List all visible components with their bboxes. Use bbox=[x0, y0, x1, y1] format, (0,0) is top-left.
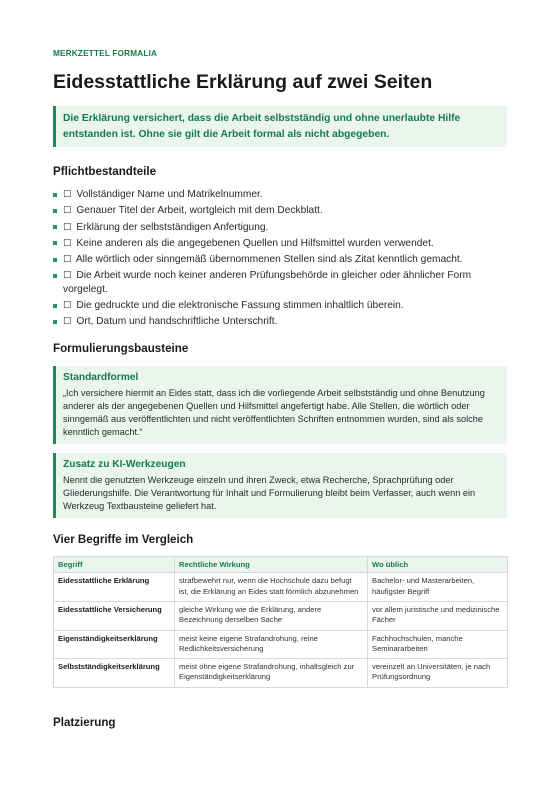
ki-werkzeuge-callout bbox=[53, 453, 507, 518]
checklist-item bbox=[53, 188, 507, 201]
checklist-item bbox=[53, 221, 507, 234]
comparison-table bbox=[53, 556, 508, 687]
checklist-item-text: Genauer Titel der Arbeit, wortgleich mit dem Deckblatt. bbox=[76, 205, 323, 217]
section-heading-pflichtbestandteile: Pflichtbestandteile bbox=[53, 165, 157, 178]
bullet-square-icon bbox=[53, 193, 57, 197]
table-cell-ueblich: Bachelor- und Masterarbeiten, häufigster Begriff bbox=[368, 573, 508, 602]
checklist-item bbox=[53, 269, 507, 295]
table-cell-ueblich: vor allem juristische und medizinische Fächer bbox=[368, 602, 508, 631]
table-cell-wirkung: gleiche Wirkung wie die Erklärung, andere Bezeichnung derselben Sache bbox=[175, 602, 368, 631]
checkbox-icon: ☐ bbox=[63, 299, 72, 311]
checkbox-icon: ☐ bbox=[63, 316, 72, 328]
checkbox-icon: ☐ bbox=[63, 189, 72, 200]
checklist-item bbox=[53, 315, 507, 328]
table-cell-wirkung: strafbewehrt nur, wenn die Hochschule dazu befugt ist, die Erklärung an Eides statt förmlich abzunehmen bbox=[175, 573, 368, 602]
callout-body: „Ich versichere hiermit an Eides statt, dass ich die vorliegende Arbeit selbstständig und ohne Benutzung anderer als der angegebenen Quellen und Hilfsmittel angefertigt habe. Alle Stellen, die wörtlich oder sinngemäß aus veröffentlichten und nicht veröffentlichten Schriften entnommen wurden, sind als solche kenntlich gemacht.“ bbox=[63, 388, 485, 437]
lead-callout: Die Erklärung versichert, dass die Arbeit selbstständig und ohne unerlaubte Hilfe entstanden ist. Ohne sie gilt die Arbeit formal als nicht abgegeben. bbox=[53, 106, 507, 147]
column-header-wirkung: Rechtliche Wirkung bbox=[175, 557, 368, 573]
table-cell-begriff: Eigenständigkeitserklärung bbox=[54, 630, 175, 659]
callout-title: Zusatz zu KI-Werkzeugen bbox=[63, 459, 186, 471]
checklist-item bbox=[53, 204, 507, 217]
checklist-item-text: Erklärung der selbstständigen Anfertigung. bbox=[76, 221, 269, 233]
pflicht-checklist bbox=[53, 188, 507, 328]
column-header-begriff: Begriff bbox=[54, 557, 175, 573]
table-row bbox=[54, 602, 508, 631]
bullet-square-icon bbox=[53, 304, 57, 308]
section-heading-vergleich: Vier Begriffe im Vergleich bbox=[53, 533, 194, 547]
checkbox-icon: ☐ bbox=[63, 221, 72, 233]
table-row bbox=[54, 659, 508, 688]
table-cell-wirkung: meist ohne eigene Strafandrohung, inhaltsgleich zur Eigenständigkeitserklärung bbox=[175, 659, 368, 688]
bullet-square-icon bbox=[53, 274, 57, 278]
checklist-item-text: Alle wörtlich oder sinngemäß übernommenen Stellen sind als Zitat kenntlich gemacht. bbox=[75, 254, 463, 266]
document-eyebrow: MERKZETTEL FORMALIA bbox=[53, 49, 158, 58]
column-header-ueblich: Wo üblich bbox=[368, 557, 508, 573]
table-row bbox=[54, 573, 508, 602]
table-cell-ueblich: vereinzelt an Universitäten, je nach Prüfungsordnung bbox=[368, 659, 508, 688]
table-cell-begriff: Eidesstattliche Versicherung bbox=[54, 602, 175, 631]
table-row bbox=[54, 630, 508, 659]
table-header-row bbox=[54, 557, 508, 573]
bullet-square-icon bbox=[53, 320, 57, 324]
table-cell-ueblich: Fachhochschulen, manche Seminararbeiten bbox=[368, 630, 508, 659]
checklist-item-text: Die Arbeit wurde noch keiner anderen Prüfungsbehörde in gleicher oder ähnlicher Form vorgelegt. bbox=[63, 270, 472, 295]
checklist-item-text: Keine anderen als die angegebenen Quellen und Hilfsmittel wurden verwendet. bbox=[76, 237, 434, 249]
page-title: Eidesstattliche Erklärung auf zwei Seiten bbox=[53, 71, 433, 93]
checklist-item-text: Vollständiger Name und Matrikelnummer. bbox=[76, 189, 263, 200]
section-heading-formulierungsbausteine: Formulierungsbausteine bbox=[53, 342, 189, 356]
bullet-square-icon bbox=[53, 209, 57, 213]
bullet-square-icon bbox=[53, 241, 57, 245]
checklist-item bbox=[53, 299, 507, 312]
checklist-item-text: Die gedruckte und die elektronische Fassung stimmen inhaltlich überein. bbox=[76, 299, 404, 311]
checklist-item bbox=[53, 237, 507, 250]
table-cell-begriff: Eidesstattliche Erklärung bbox=[54, 573, 175, 602]
checklist-item bbox=[53, 253, 507, 266]
callout-body: Nennt die genutzten Werkzeuge einzeln und ihren Zweck, etwa Recherche, Sprachprüfung oder Gliederungshilfe. Die Verantwortung für Inhalt und Formulierung bleibt beim Verfasser, auch wenn ein Werkzeug Textbausteine geliefert hat. bbox=[63, 475, 476, 511]
standardformel-callout bbox=[53, 366, 507, 444]
table-cell-begriff: Selbstständigkeitserklärung bbox=[54, 659, 175, 688]
checkbox-icon: ☐ bbox=[63, 237, 72, 249]
checkbox-icon: ☐ bbox=[63, 254, 72, 266]
checkbox-icon: ☐ bbox=[63, 205, 72, 217]
bullet-square-icon bbox=[53, 258, 57, 262]
callout-title: Standardformel bbox=[63, 372, 139, 384]
checklist-item-text: Ort, Datum und handschriftliche Unterschrift. bbox=[76, 316, 278, 328]
section-heading-platzierung: Platzierung bbox=[53, 715, 116, 729]
table-cell-wirkung: meist keine eigene Strafandrohung, reine Redlichkeitsversicherung bbox=[175, 630, 368, 659]
bullet-square-icon bbox=[53, 225, 57, 229]
checkbox-icon: ☐ bbox=[63, 270, 72, 282]
